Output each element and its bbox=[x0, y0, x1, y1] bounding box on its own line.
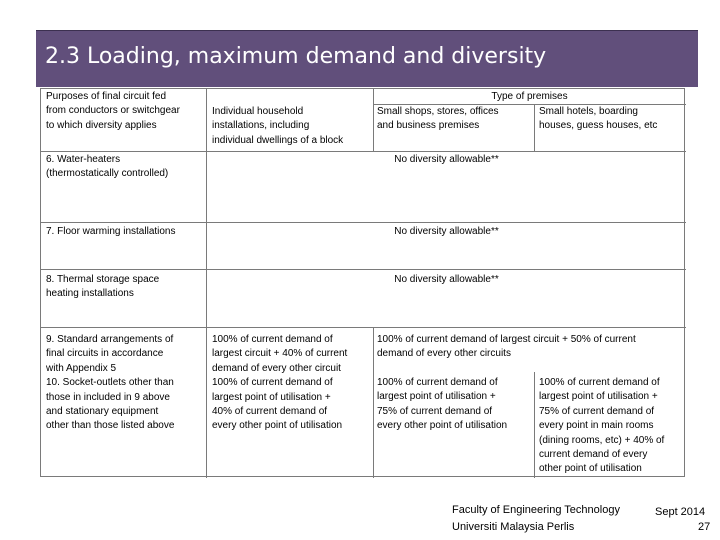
row-value-floor-warming: No diversity allowable** bbox=[394, 226, 499, 237]
page-title: 2.3 Loading, maximum demand and diversity bbox=[45, 44, 547, 69]
title-bar bbox=[36, 30, 698, 87]
header-hotels: Small hotels, boarding houses, guess houses, etc bbox=[539, 106, 658, 132]
row-value-thermal-storage: No diversity allowable** bbox=[394, 274, 499, 285]
header-shops: Small shops, stores, offices and business premises bbox=[377, 106, 499, 132]
table-divider bbox=[41, 151, 686, 152]
table-divider bbox=[41, 222, 686, 223]
row-value-water-heaters: No diversity allowable** bbox=[394, 154, 499, 165]
shops-hotels-demand-circuits: 100% of current demand of largest circuit + 50% of current demand of every other circuits bbox=[377, 334, 636, 360]
hotels-demand-points: 100% of current demand of largest point of utilisation + 75% of current demand of every point in main rooms (dining rooms, etc) + 40% of current demand of every other point of utilisation bbox=[539, 377, 665, 475]
table-divider bbox=[41, 269, 686, 270]
table-divider bbox=[534, 372, 535, 478]
table-divider bbox=[373, 327, 374, 478]
row-label-floor-warming: 7. Floor warming installations bbox=[46, 226, 176, 237]
footer-faculty: Faculty of Engineering Technology bbox=[452, 504, 620, 516]
header-purpose: Purposes of final circuit fed from conductors or switchgear to which diversity applies bbox=[46, 91, 180, 131]
footer-university: Universiti Malaysia Perlis bbox=[452, 521, 575, 533]
row-label-standard-arrangements: 9. Standard arrangements of final circuits in accordance with Appendix 5 10. Socket-outlets other than those in included in 9 above and stationary equipment other than those listed above bbox=[46, 334, 175, 432]
table-divider bbox=[41, 327, 686, 328]
footer-page-number: 27 bbox=[698, 521, 711, 533]
header-household: Individual household installations, including individual dwellings of a block bbox=[212, 106, 344, 146]
shops-demand-points: 100% of current demand of largest point of utilisation + 75% of current demand of every other point of utilisation bbox=[377, 377, 508, 432]
household-demand: 100% of current demand of largest circuit + 40% of current demand of every other circuit 100% of current demand of largest point of utilisation + 40% of current demand of every other point of utilisation bbox=[212, 334, 348, 432]
header-type-of-premises: Type of premises bbox=[491, 91, 568, 102]
row-label-water-heaters: 6. Water-heaters (thermostatically controlled) bbox=[46, 154, 169, 180]
diversity-table bbox=[40, 88, 685, 477]
row-label-thermal-storage: 8. Thermal storage space heating installations bbox=[46, 274, 160, 300]
table-divider bbox=[534, 105, 535, 151]
footer-date: Sept 2014 bbox=[655, 506, 706, 518]
